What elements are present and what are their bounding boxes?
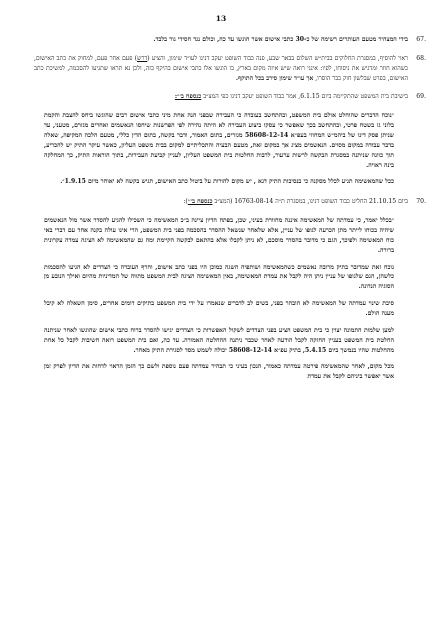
paragraph-text: ) פעם אחר פעם, למחוק את כתב האישום, כשהוא חוזר ומדגיש את ניסוחו, לפיו: אינני רואה שיש איזה מקום בארץ, בו הוגשו אלו כתבי אישום בהיקף כזה, ולכן נא תראו שתגיעו להסכמה, למשיכת כתב האישום, בפרט שבלשון חוק כבר הוסרו,: [34, 54, 408, 82]
paragraph-number: .70: [416, 198, 426, 206]
paragraph-text: בידי המצהיר מטעם העותרים רשימה של כ-30 כתבי אישום אשר הוגשו עד כה, וכולם נגד חסידי גור בלבד.: [153, 36, 408, 43]
paragraph-intro: בישיבת בית המשפט שהתקיימה ביום 6.1.15, אמר כבוד השופט יעקב דנינו כפי המצ״ב: [201, 93, 408, 101]
paragraph-69: [34, 92, 426, 102]
quoted-block: למען שלמות התמונה יצוין כי בית המשפט הציע בפני הצדדים לשקול האפשרות כי הצדדים יגישו להסדר ברוח כתבי אישום שהוגשו לאחר שניתנה החלטת בית המשפט בעניין החזקה לקבל הודעה לאחר שכבר ניתנה ההחלטה האמורה. עד כה, ואם בית המשפט רואה חשיבות לקבל כל אחת מהחלטות שהיו בנמשך ביום 5.4.15, בתיק עפ״א 58608-12-14 יכולה לשמש מסד לסגירת התיק מאחר.: [44, 326, 394, 354]
quoted-block: ״נוכח הדברים שהוחלט אולם בית המשפט, ובהתחשב בעובדה כי העבירה שבפני הנה אחת מיני כתבי אישום רבים שהוגשו ביחס להצבת והקמת בלוני גז בשטח פרטי, ובהתחשב בכך שאפשר כי עסקו ביצוע העבירה לא היתה נהירה לפי הפרשנות שיחסו הנאשמים ואחרים מגזרם, מטעני, עד שניתן פסק דינו של ביהמ״ש המחוזי בעפ״א 58608-12-14 מגזרים, בתום האמור, ודבר בקשה, בתום הדין כללי, מטעם הלכה המקיפה, שאלה בדבר עבודה במקום מסוים. הנאשמים מציג אך במקום זאת, מטעם הבעיה והתכליתיים למקום בבית משפט העליון, כאשר עיקר התיק יש להכריע, תוך כוונה שניתנה במסגרת הבקשה לרשות ערעור, לרבות החלטות בית המשפט העליון, לעניין קביעת העבירות, בתוך הוראות התיק, כך המחלקה בינה ראויה.: [44, 112, 394, 169]
paragraph-intro: ביום 21.10.15 החליט כבוד השופט דנינו, במסגרת ת״ה 16763-08-14 (המצ״ב: [212, 198, 408, 206]
bold-statement: אך עו״ד שימון סירב בכל התוקף.: [235, 74, 314, 82]
paragraph-70: [34, 197, 426, 207]
quoted-block: ״בכלל יאמר, כי עמדתה של המאשימה איננה מחוורת בעיני, שכן, בפתח הדיון ציינה ב״כ המאשימה כי השכילו להגיע להסדר אשר מול הנאשמים שיהיה בכוחו לייתר מתן הכרעה לגופו של עניין, אלא שלאחר שנשאל ההסדר בהסכמה בפני בית המשפט, הרי אינו עולה בקנה אחד עם דברי באי כוח המאשימה ולפיכך, הגם כי מדובר בהסדר מוסכם, לא ניתן לקבלו אלא בהתאם לבקשה הקיימת ומה גם שהמאשימה לא הציגה עמדה עקרונית ברורה.: [44, 217, 394, 254]
quoted-block: סיבת שינוי עמדתה של המאשימה לא הובהר בפני, בשים לב לדברים שנאמרו על ידי בית המשפט בתיקים דומים אחרים, סימן השאלה לא קיבל מענה הולם.: [44, 300, 394, 318]
quoted-block: ככל שהמאשימה תגיע לכלל מסקנה כי בנסיבות התיק דנא , יש מקום להורות על ביטול כתב האישום, תגיש בקשה לא יאוחר מיום 1.9.15״.: [60, 178, 394, 186]
quoted-block: מכל מקום, לאחר שהמאשימה פירטה עמדתה כאמור, הנכון בעיני כי תבהיר עמדתה פעם נוספת ולשם כך הזמן הראוי לדחות את הדיון לפרק זמן אשר יאפשר ביניהם לקבל את עמדת: [44, 363, 394, 381]
paragraph-68: [34, 54, 426, 84]
document-body: [34, 35, 426, 382]
paragraph-number: .69: [416, 93, 426, 101]
quoted-block: נוכח זאת שמדובר בתיק מרובה נאשמים כשהמאשימה ושותפיה השגה כמוכן היו בפני כתב אישום, וחרף העובדה כי הצדדים לא הגיעו להסכמות כלשהן, הגם שלגופו של עניין ניתן היה לקבל את עמדת המאשימה, באין המאשימה הציגה לבית המשפט מתווה של המדיניות מהיום ואילך הנובע מן הסוגיה הנדונה.: [44, 263, 394, 291]
underlined-word: דרש: [137, 54, 148, 62]
page-number: 13: [215, 14, 227, 23]
paragraph-text: ראוי להוסיף, במסגרת החלוקים בבית״ש השלום בבאר שבע, פנה כבוד השופט יעקב דנינו לעו״ד שימון, והציע (: [147, 54, 408, 62]
paragraph-number: .68: [416, 54, 426, 62]
appendix-reference: כנספח ב׳״:: [174, 93, 202, 101]
paragraph-number: .67: [416, 36, 426, 43]
paragraph-67: [34, 35, 426, 45]
appendix-reference: כנספח ב׳׳׳: [187, 198, 213, 206]
paragraph-intro: ):: [183, 198, 188, 206]
